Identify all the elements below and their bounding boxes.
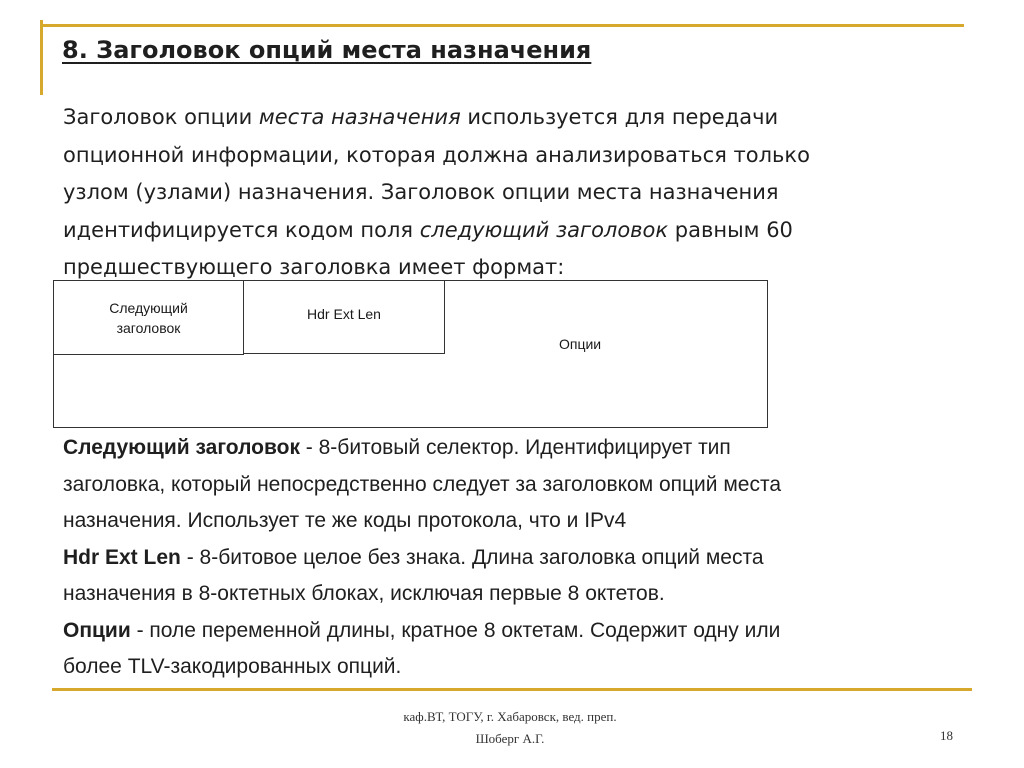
field-next-header: Следующий заголовок bbox=[54, 281, 244, 355]
field-hdr-ext-len: Hdr Ext Len bbox=[244, 281, 445, 354]
intro-line-3: узлом (узлами) назначения. Заголовок опции места назначения bbox=[63, 180, 779, 204]
desc-hdr-line-1: Hdr Ext Len - 8-битовое целое без знака. Длина заголовка опций места bbox=[63, 545, 764, 569]
intro-line-1: Заголовок опции места назначения используется для передачи bbox=[63, 105, 779, 129]
field-descriptions bbox=[63, 430, 963, 686]
page-number: 18 bbox=[940, 728, 953, 743]
desc-hdr-line-2: назначения в 8-октетных блоках, исключая первые 8 октетов. bbox=[63, 582, 665, 605]
slide-title: 8. Заголовок опций места назначения bbox=[62, 36, 592, 64]
desc-next-line-2: заголовка, который непосредственно следует за заголовком опций места bbox=[63, 472, 782, 496]
desc-next-line-1: Следующий заголовок - 8-битовый селектор. Идентифицирует тип bbox=[63, 436, 731, 459]
footer-credit: каф.ВТ, ТОГУ, г. Хабаровск, вед. преп. Шоберг А.Г. bbox=[403, 709, 617, 746]
header-format-diagram bbox=[53, 280, 768, 428]
accent-bottom-line bbox=[52, 688, 972, 691]
accent-vertical-line bbox=[40, 20, 43, 95]
intro-paragraph bbox=[63, 99, 963, 287]
accent-top-line bbox=[40, 24, 964, 27]
desc-opt-line-2: более TLV-закодированных опций. bbox=[63, 655, 402, 678]
field-options: Опции bbox=[559, 336, 602, 352]
desc-opt-term: Опции bbox=[63, 618, 131, 642]
term-next-header: следующий заголовок bbox=[419, 217, 669, 242]
desc-opt-line-1: Опции - поле переменной длины, кратное 8 октетам. Содержит одну или bbox=[63, 618, 781, 642]
desc-next-term: Следующий заголовок bbox=[63, 436, 300, 459]
desc-next-line-3: назначения. Использует те же коды протокола, что и IPv4 bbox=[63, 509, 627, 532]
intro-line-5: предшествующего заголовка имеет формат: bbox=[63, 255, 565, 279]
intro-line-2: опционной информации, которая должна анализироваться только bbox=[63, 142, 810, 167]
desc-hdr-term: Hdr Ext Len bbox=[63, 545, 181, 569]
term-destination: места назначения bbox=[258, 105, 461, 129]
intro-line-4: идентифицируется кодом поля следующий заголовок равным 60 bbox=[63, 217, 793, 242]
